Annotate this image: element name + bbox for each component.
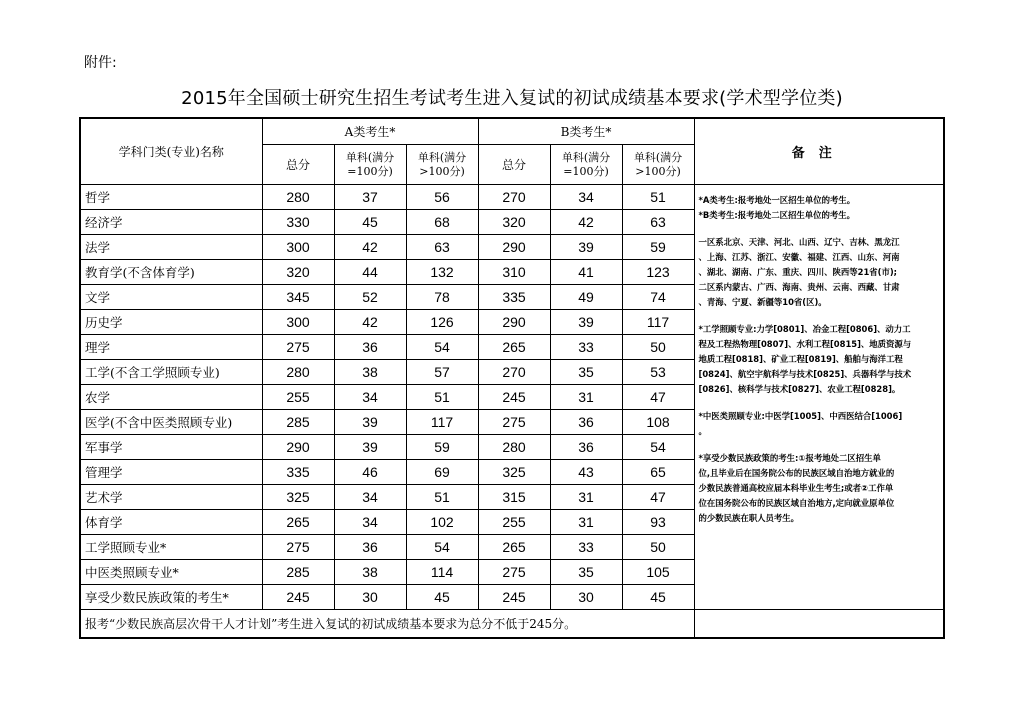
minority-note — [699, 451, 938, 526]
note-line: *享受少数民族政策的考生:①报考地处二区招生单 — [698, 453, 881, 463]
b-total-cell: 265 — [478, 335, 550, 360]
b-single-over-100-cell: 53 — [622, 360, 694, 385]
subject-name-cell: 农学 — [80, 385, 262, 410]
b-single-100-cell: 31 — [550, 510, 622, 535]
b-single-100-cell: 35 — [550, 360, 622, 385]
subject-name-cell: 理学 — [80, 335, 262, 360]
a-total-cell: 300 — [262, 235, 334, 260]
b-single-over-100-cell: 59 — [622, 235, 694, 260]
table-row — [80, 185, 944, 210]
subject-name-cell: 法学 — [80, 235, 262, 260]
a-total-cell: 335 — [262, 460, 334, 485]
b-single-over-100-cell: 65 — [622, 460, 694, 485]
a-single-100-cell: 38 — [334, 560, 406, 585]
a-single-over-100-cell: 132 — [406, 260, 478, 285]
subject-name-cell: 体育学 — [80, 510, 262, 535]
note-line: 少数民族普通高校应届本科毕业生考生;或者②工作单 — [698, 483, 894, 493]
subject-name-cell: 艺术学 — [80, 485, 262, 510]
note-line: 程及工程热物理[0807]、水利工程[0815]、地质资源与 — [698, 339, 912, 349]
candidate-class-note — [699, 193, 938, 223]
b-total-cell: 270 — [478, 360, 550, 385]
document-title: 2015年全国硕士研究生招生考试考生进入复试的初试成绩基本要求(学术型学位类) — [181, 88, 843, 109]
a-total-header: 总分 — [262, 145, 334, 185]
b-single-over-100-cell: 117 — [622, 310, 694, 335]
a-single-over-100-cell: 117 — [406, 410, 478, 435]
b-single-over-100-cell: 50 — [622, 535, 694, 560]
a-single-over-100-cell: 51 — [406, 385, 478, 410]
a-single-100-cell: 36 — [334, 535, 406, 560]
note-line: *A类考生:报考地处一区招生单位的考生。 — [698, 195, 856, 205]
remarks-cell — [694, 185, 944, 610]
b-single-over-100-cell: 51 — [622, 185, 694, 210]
a-total-cell: 290 — [262, 435, 334, 460]
a-total-cell: 265 — [262, 510, 334, 535]
a-single-over-100-cell: 56 — [406, 185, 478, 210]
a-total-cell: 300 — [262, 310, 334, 335]
a-total-cell: 345 — [262, 285, 334, 310]
b-total-cell: 325 — [478, 460, 550, 485]
b-single-100-cell: 43 — [550, 460, 622, 485]
note-line: 地质工程[0818]、矿业工程[0819]、船舶与海洋工程 — [698, 354, 903, 364]
b-single-over-100-cell: 54 — [622, 435, 694, 460]
b-single-100-cell: 34 — [550, 185, 622, 210]
subject-name-cell: 文学 — [80, 285, 262, 310]
b-single-100-cell: 36 — [550, 435, 622, 460]
group-b-header: B类考生* — [478, 118, 694, 145]
note-line: *B类考生:报考地处二区招生单位的考生。 — [698, 210, 855, 220]
a-single-over-100-cell: 54 — [406, 335, 478, 360]
b-single-100-cell: 41 — [550, 260, 622, 285]
a-single-over-100-cell: 63 — [406, 235, 478, 260]
b-single-over-100-cell: 105 — [622, 560, 694, 585]
b-single-over-100-cell: 93 — [622, 510, 694, 535]
footnote-row — [80, 610, 944, 639]
note-line: 位在国务院公布的民族区域自治地方,定向就业原单位 — [698, 498, 895, 508]
b-single-over-100-cell: 50 — [622, 335, 694, 360]
b-total-cell: 335 — [478, 285, 550, 310]
b-single-100-cell: 39 — [550, 310, 622, 335]
note-line: *中医类照顾专业:中医学[1005]、中西医结合[1006] — [698, 411, 903, 421]
b-total-cell: 275 — [478, 560, 550, 585]
a-single-100-cell: 39 — [334, 435, 406, 460]
subject-name-cell: 工学照顾专业* — [80, 535, 262, 560]
b-total-cell: 310 — [478, 260, 550, 285]
b-single-100-cell: 42 — [550, 210, 622, 235]
b-single-over-100-cell: 45 — [622, 585, 694, 610]
tcm-note — [699, 409, 938, 439]
note-line: *工学照顾专业:力学[0801]、冶金工程[0806]、动力工 — [698, 324, 911, 334]
a-single-over-100-cell: 102 — [406, 510, 478, 535]
a-single-over-100-cell: 78 — [406, 285, 478, 310]
a-total-cell: 330 — [262, 210, 334, 235]
a-total-cell: 275 — [262, 335, 334, 360]
b-total-cell: 245 — [478, 585, 550, 610]
a-single-100-cell: 34 — [334, 485, 406, 510]
a-single-100-cell: 52 — [334, 285, 406, 310]
a-single-over-100-cell: 126 — [406, 310, 478, 335]
b-single-over-100-cell: 63 — [622, 210, 694, 235]
subject-name-cell: 哲学 — [80, 185, 262, 210]
b-single-100-cell: 31 — [550, 385, 622, 410]
b-total-header: 总分 — [478, 145, 550, 185]
b-single-100-cell: 35 — [550, 560, 622, 585]
a-single-100-cell: 30 — [334, 585, 406, 610]
a-total-cell: 275 — [262, 535, 334, 560]
b-total-cell: 265 — [478, 535, 550, 560]
a-single-100-cell: 39 — [334, 410, 406, 435]
b-total-cell: 315 — [478, 485, 550, 510]
a-total-cell: 325 — [262, 485, 334, 510]
a-single-over-100-header: 单科(满分>100分) — [406, 145, 478, 185]
b-total-cell: 320 — [478, 210, 550, 235]
a-single-100-cell: 34 — [334, 510, 406, 535]
b-total-cell: 245 — [478, 385, 550, 410]
a-single-over-100-cell: 69 — [406, 460, 478, 485]
b-single-100-cell: 39 — [550, 235, 622, 260]
a-single-100-cell: 36 — [334, 335, 406, 360]
a-total-cell: 280 — [262, 360, 334, 385]
a-single-over-100-cell: 59 — [406, 435, 478, 460]
b-single-100-header: 单科(满分=100分) — [550, 145, 622, 185]
b-total-cell: 255 — [478, 510, 550, 535]
a-total-cell: 285 — [262, 560, 334, 585]
note-line: 、青海、宁夏、新疆等10省(区)。 — [698, 297, 827, 307]
score-requirements-table — [79, 117, 945, 639]
subject-name-cell: 管理学 — [80, 460, 262, 485]
b-single-over-100-cell: 47 — [622, 385, 694, 410]
note-line: 二区系内蒙古、广西、海南、贵州、云南、西藏、甘肃 — [698, 282, 900, 292]
b-single-100-cell: 33 — [550, 535, 622, 560]
a-single-over-100-cell: 54 — [406, 535, 478, 560]
a-single-100-cell: 45 — [334, 210, 406, 235]
engineering-note — [699, 322, 938, 397]
note-line: 一区系北京、天津、河北、山西、辽宁、吉林、黑龙江 — [698, 237, 900, 247]
a-single-100-header: 单科(满分=100分) — [334, 145, 406, 185]
note-line: 、上海、江苏、浙江、安徽、福建、江西、山东、河南 — [698, 252, 900, 262]
a-single-over-100-cell: 57 — [406, 360, 478, 385]
a-single-100-cell: 42 — [334, 310, 406, 335]
subject-name-cell: 医学(不含中医类照顾专业) — [80, 410, 262, 435]
a-single-100-cell: 38 — [334, 360, 406, 385]
note-line: [0826]、核科学与技术[0827]、农业工程[0828]。 — [698, 384, 901, 394]
a-single-over-100-cell: 68 — [406, 210, 478, 235]
footnote-text: 报考“少数民族高层次骨干人才计划”考生进入复试的初试成绩基本要求为总分不低于245分。 — [80, 610, 694, 639]
a-single-100-cell: 42 — [334, 235, 406, 260]
b-single-over-100-cell: 74 — [622, 285, 694, 310]
subject-name-cell: 历史学 — [80, 310, 262, 335]
b-single-over-100-cell: 108 — [622, 410, 694, 435]
a-total-cell: 285 — [262, 410, 334, 435]
subject-name-cell: 中医类照顾专业* — [80, 560, 262, 585]
b-single-over-100-header: 单科(满分>100分) — [622, 145, 694, 185]
a-single-over-100-cell: 45 — [406, 585, 478, 610]
a-single-over-100-cell: 114 — [406, 560, 478, 585]
b-single-over-100-cell: 47 — [622, 485, 694, 510]
b-single-100-cell: 30 — [550, 585, 622, 610]
b-single-100-cell: 36 — [550, 410, 622, 435]
b-total-cell: 270 — [478, 185, 550, 210]
a-single-100-cell: 37 — [334, 185, 406, 210]
subject-name-cell: 享受少数民族政策的考生* — [80, 585, 262, 610]
b-total-cell: 275 — [478, 410, 550, 435]
subject-name-cell: 工学(不含工学照顾专业) — [80, 360, 262, 385]
b-total-cell: 280 — [478, 435, 550, 460]
a-single-100-cell: 44 — [334, 260, 406, 285]
a-total-cell: 320 — [262, 260, 334, 285]
a-single-100-cell: 34 — [334, 385, 406, 410]
header-row-groups — [80, 118, 944, 145]
subject-name-cell: 军事学 — [80, 435, 262, 460]
subject-name-cell: 教育学(不含体育学) — [80, 260, 262, 285]
a-total-cell: 255 — [262, 385, 334, 410]
b-total-cell: 290 — [478, 310, 550, 335]
a-total-cell: 280 — [262, 185, 334, 210]
subject-column-header: 学科门类(专业)名称 — [80, 118, 262, 185]
attachment-label: 附件: — [84, 55, 117, 71]
b-single-100-cell: 31 — [550, 485, 622, 510]
a-single-over-100-cell: 51 — [406, 485, 478, 510]
a-total-cell: 245 — [262, 585, 334, 610]
b-single-100-cell: 33 — [550, 335, 622, 360]
a-single-100-cell: 46 — [334, 460, 406, 485]
remarks-header: 备注 — [694, 118, 944, 185]
note-line: 的少数民族在职人员考生。 — [698, 513, 799, 523]
region-note — [699, 235, 938, 310]
note-line: 。 — [698, 426, 707, 436]
note-line: 、湖北、湖南、广东、重庆、四川、陕西等21省(市); — [698, 267, 898, 277]
subject-name-cell: 经济学 — [80, 210, 262, 235]
note-line: 位,且毕业后在国务院公布的民族区域自治地方就业的 — [698, 468, 895, 478]
note-line: [0824]、航空宇航科学与技术[0825]、兵器科学与技术 — [698, 369, 912, 379]
b-single-over-100-cell: 123 — [622, 260, 694, 285]
group-a-header: A类考生* — [262, 118, 478, 145]
b-single-100-cell: 49 — [550, 285, 622, 310]
b-total-cell: 290 — [478, 235, 550, 260]
